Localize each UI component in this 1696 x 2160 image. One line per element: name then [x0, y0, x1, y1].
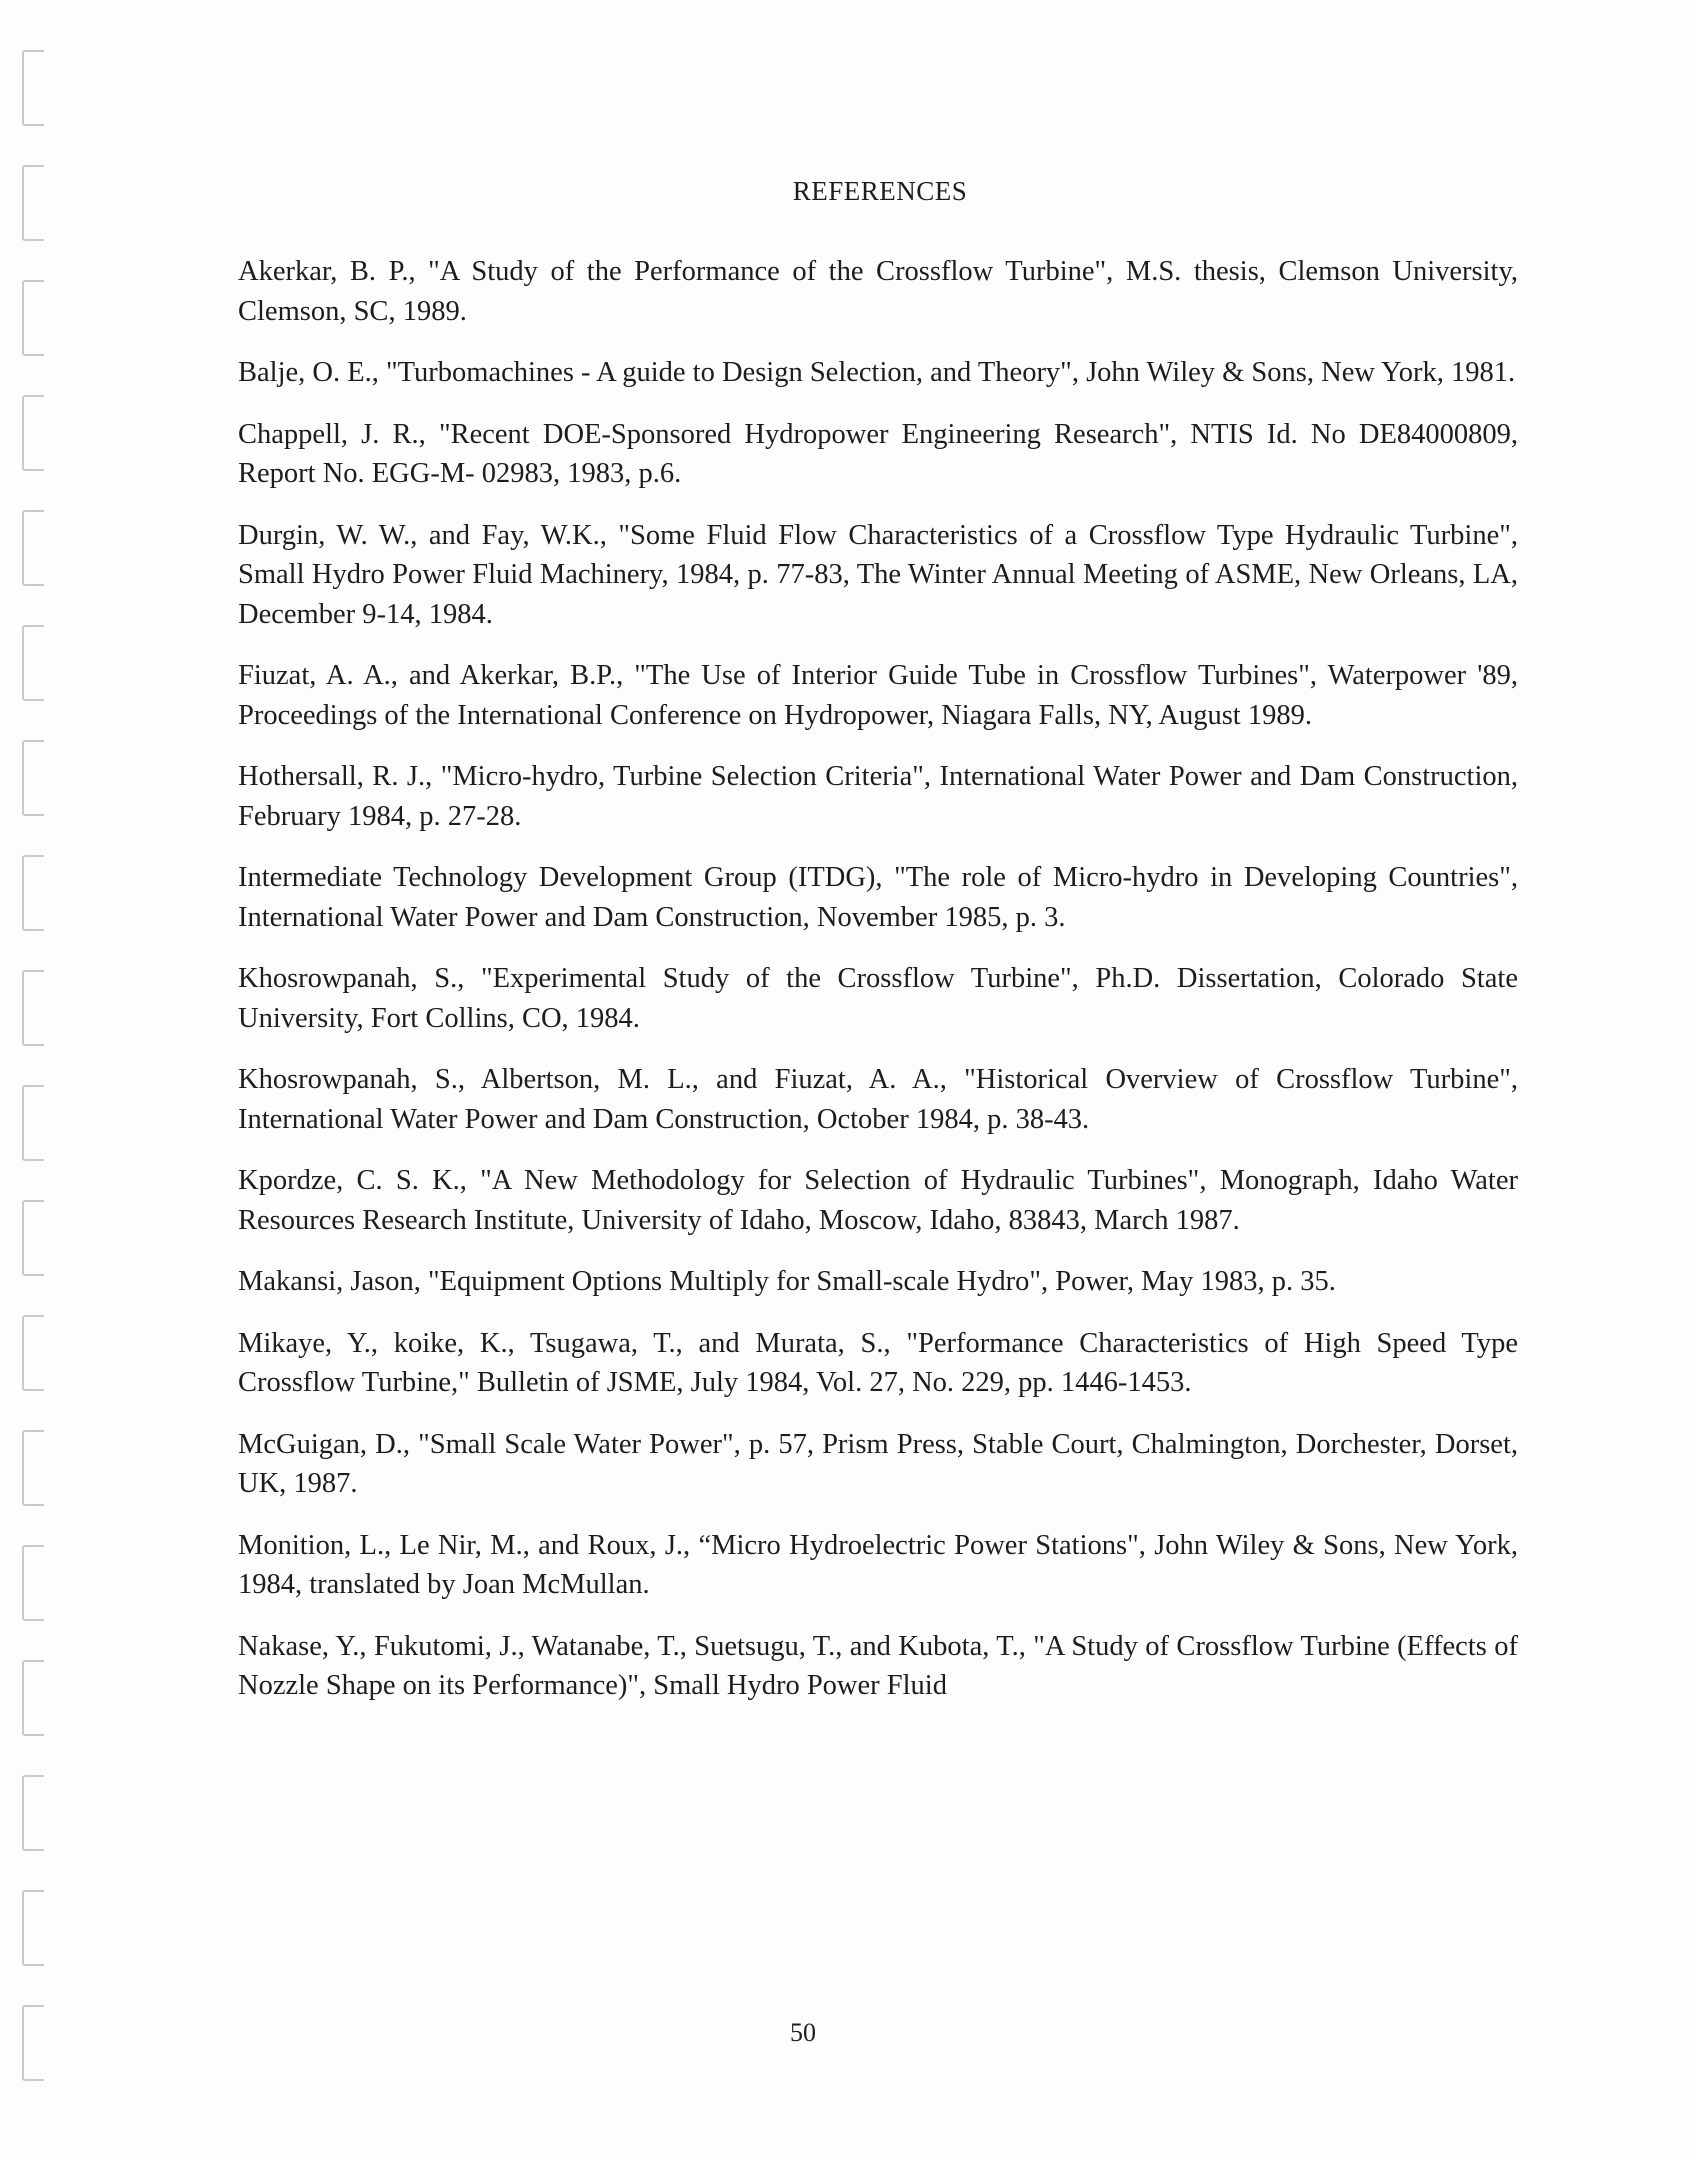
reference-entry: Khosrowpanah, S., "Experimental Study of the Crossflow Turbine", Ph.D. Dissertation, Colorado State University, Fort Collins, CO, 1984.	[238, 963, 1518, 1034]
reference-list	[238, 252, 1518, 1728]
reference-entry: Chappell, J. R., "Recent DOE-Sponsored Hydropower Engineering Research", NTIS Id. No DE84000809, Report No. EGG-M- 02983, 1983, p.6.	[238, 418, 1518, 489]
binding-ring	[22, 1890, 44, 1966]
binding-ring	[22, 50, 44, 126]
reference-entry: Intermediate Technology Development Group (ITDG), "The role of Micro-hydro in Developing Countries", International Water Power and Dam Construction, November 1985, p. 3.	[238, 862, 1518, 933]
reference-entry: Balje, O. E., "Turbomachines - A guide to Design Selection, and Theory", John Wiley & Sons, New York, 1981.	[238, 357, 1516, 388]
binding-ring	[22, 1660, 44, 1736]
reference-entry: Kpordze, C. S. K., "A New Methodology for Selection of Hydraulic Turbines", Monograph, Idaho Water Resources Research Institute, University of Idaho, Moscow, Idaho, 83843, March 1987.	[238, 1165, 1518, 1236]
binding-ring	[22, 1545, 44, 1621]
reference-entry: Hothersall, R. J., "Micro-hydro, Turbine Selection Criteria", International Water Power and Dam Construction, February 1984, p. 27-28.	[238, 761, 1518, 832]
reference-entry: Khosrowpanah, S., Albertson, M. L., and Fiuzat, A. A., "Historical Overview of Crossflow Turbine", International Water Power and Dam Construction, October 1984, p. 38-43.	[238, 1064, 1518, 1135]
binding-ring	[22, 970, 44, 1046]
binding-ring	[22, 1775, 44, 1851]
page-title: REFERENCES	[792, 176, 968, 206]
reference-entry: McGuigan, D., "Small Scale Water Power", p. 57, Prism Press, Stable Court, Chalmington, Dorchester, Dorset, UK, 1987.	[238, 1428, 1518, 1499]
page-number: 50	[790, 2018, 816, 2047]
reference-entry: Durgin, W. W., and Fay, W.K., "Some Fluid Flow Characteristics of a Crossflow Type Hydraulic Turbine", Small Hydro Power Fluid Machinery, 1984, p. 77-83, The Winter Annual Meeting of ASME, New Orleans, LA, December 9-14, 1984.	[238, 519, 1518, 630]
binding-ring	[22, 740, 44, 816]
reference-entry: Makansi, Jason, "Equipment Options Multiply for Small-scale Hydro", Power, May 1983, p. 35.	[238, 1266, 1336, 1297]
spiral-binding	[22, 40, 52, 2140]
reference-entry: Mikaye, Y., koike, K., Tsugawa, T., and Murata, S., "Performance Characteristics of High Speed Type Crossflow Turbine," Bulletin of JSME, July 1984, Vol. 27, No. 229, pp. 1446-1453.	[238, 1327, 1518, 1398]
reference-entry: Fiuzat, A. A., and Akerkar, B.P., "The Use of Interior Guide Tube in Crossflow Turbines", Waterpower '89, Proceedings of the International Conference on Hydropower, Niagara Falls, NY, August 1989.	[238, 660, 1518, 731]
binding-ring	[22, 855, 44, 931]
binding-ring	[22, 1430, 44, 1506]
reference-entry: Nakase, Y., Fukutomi, J., Watanabe, T., Suetsugu, T., and Kubota, T., "A Study of Crossflow Turbine (Effects of Nozzle Shape on its Performance)", Small Hydro Power Fluid	[238, 1630, 1518, 1701]
reference-entry: Akerkar, B. P., "A Study of the Performance of the Crossflow Turbine", M.S. thesis, Clemson University, Clemson, SC, 1989.	[238, 256, 1518, 327]
binding-ring	[22, 395, 44, 471]
binding-ring	[22, 280, 44, 356]
reference-entry: Monition, L., Le Nir, M., and Roux, J., “Micro Hydroelectric Power Stations", John Wiley & Sons, New York, 1984, translated by Joan McMullan.	[238, 1529, 1518, 1600]
binding-ring	[22, 1315, 44, 1391]
binding-ring	[22, 625, 44, 701]
binding-ring	[22, 1085, 44, 1161]
binding-ring	[22, 510, 44, 586]
binding-ring	[22, 1200, 44, 1276]
